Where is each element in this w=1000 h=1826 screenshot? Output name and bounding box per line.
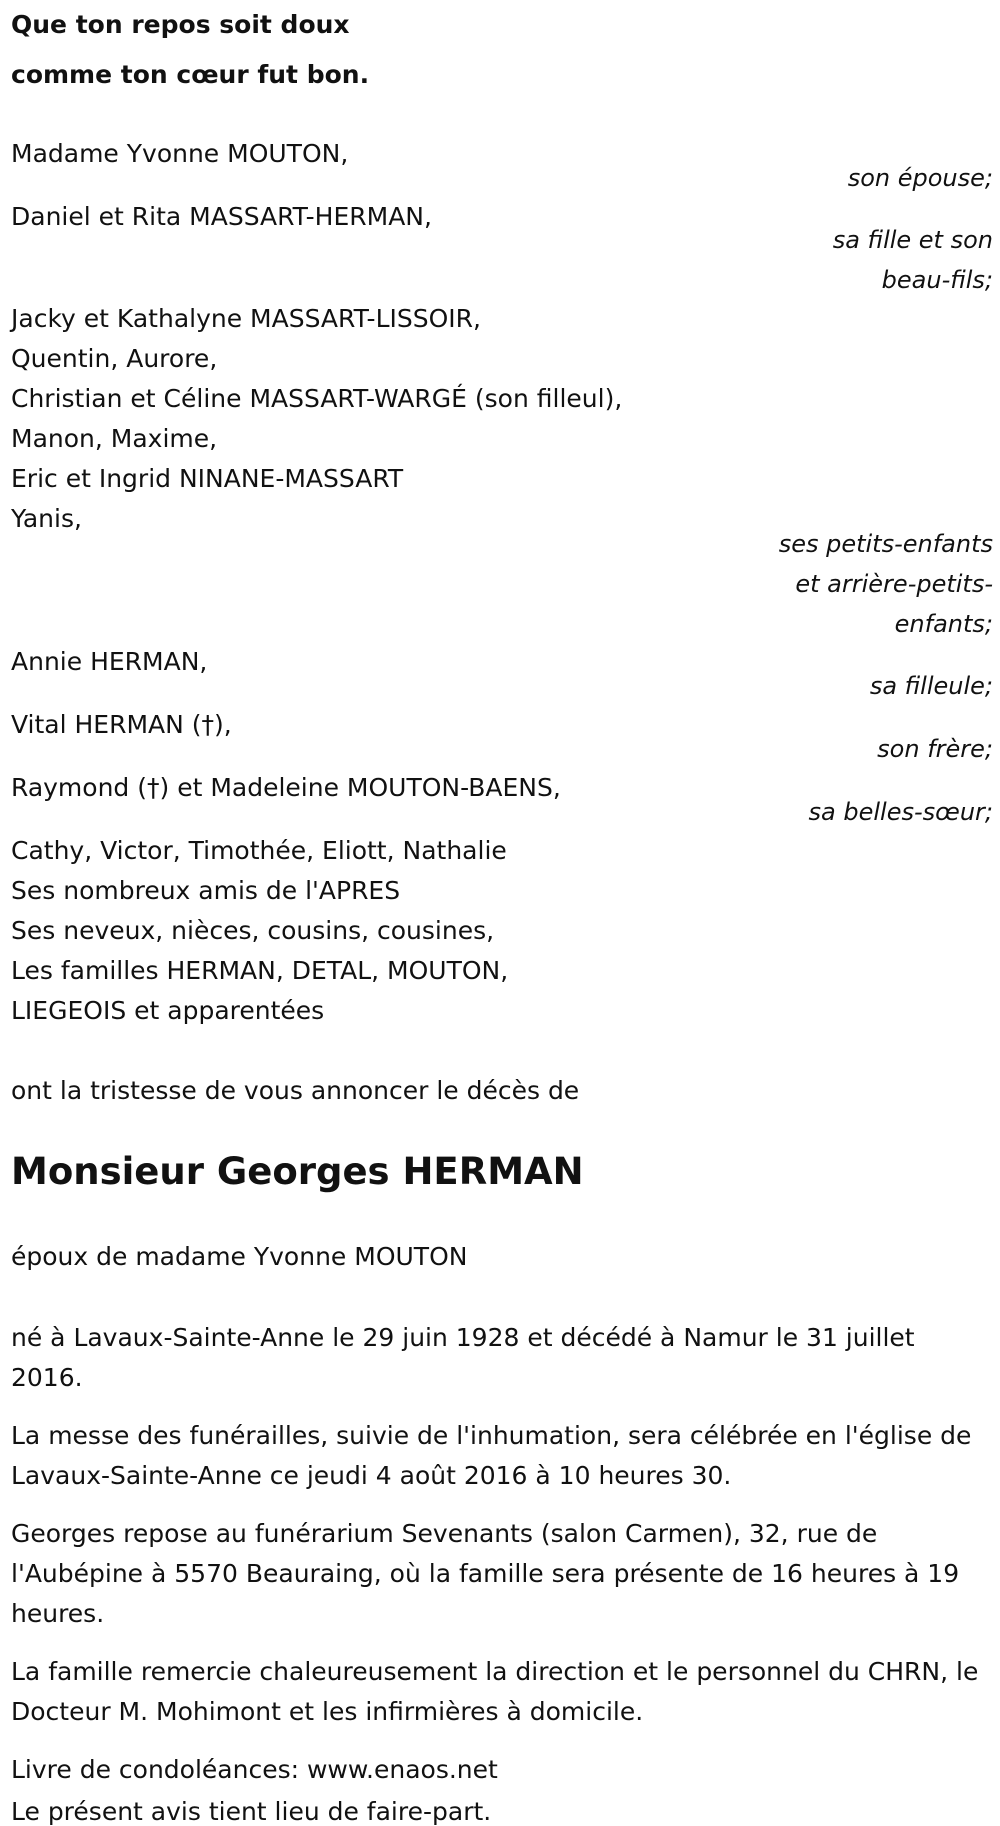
sister-in-law-name: Raymond (†) et Madeleine MOUTON-BAENS, bbox=[11, 773, 561, 802]
grandchildren-line: Manon, Maxime, bbox=[11, 424, 218, 453]
grandchildren-role-line-1: ses petits-enfants bbox=[778, 530, 993, 558]
other-relatives-line: Ses nombreux amis de l'APRES bbox=[11, 876, 401, 905]
goddaughter-name: Annie HERMAN, bbox=[11, 647, 208, 676]
spouse-role: son épouse; bbox=[847, 164, 993, 192]
other-relatives-line: Ses neveux, nièces, cousins, cousines, bbox=[11, 916, 495, 945]
birth-death-paragraph: né à Lavaux-Sainte-Anne le 29 juin 1928 et décédé à Namur le 31 juillet 2016. bbox=[11, 1323, 915, 1392]
grandchildren-line: Eric et Ingrid NINANE-MASSART bbox=[11, 464, 404, 493]
funeral-paragraph: La messe des funérailles, suivie de l'inhumation, sera célébrée en l'église de Lavaux-Sainte-Anne ce jeudi 4 août 2016 à 10 heures 30. bbox=[11, 1421, 972, 1490]
other-relatives-line: Cathy, Victor, Timothée, Eliott, Nathalie bbox=[11, 836, 507, 865]
brother-role: son frère; bbox=[877, 735, 993, 763]
other-relatives-line: LIEGEOIS et apparentées bbox=[11, 996, 325, 1025]
grandchildren-role-line-3: enfants; bbox=[894, 610, 993, 638]
deceased-name: Monsieur Georges HERMAN bbox=[11, 1150, 584, 1193]
sister-in-law-role: sa belles-sœur; bbox=[808, 798, 993, 826]
condolences-line: Livre de condoléances: www.enaos.net bbox=[11, 1755, 498, 1784]
funerarium-paragraph: Georges repose au funérarium Sevenants (salon Carmen), 32, rue de l'Aubépine à 5570 Beauraing, où la famille sera présente de 16 heures à 19 heures. bbox=[11, 1519, 960, 1628]
notice-line: Le présent avis tient lieu de faire-part. bbox=[11, 1797, 492, 1826]
daughter-role-line-2: beau-fils; bbox=[881, 266, 993, 294]
brother-name: Vital HERMAN (†), bbox=[11, 710, 232, 739]
grandchildren-line: Yanis, bbox=[11, 504, 82, 533]
grandchildren-line: Christian et Céline MASSART-WARGÉ (son filleul), bbox=[11, 384, 623, 413]
spouse-name: Madame Yvonne MOUTON, bbox=[11, 139, 349, 168]
grandchildren-role-line-2: et arrière-petits- bbox=[795, 570, 993, 598]
epitaph-line-2: comme ton cœur fut bon. bbox=[11, 60, 370, 89]
grandchildren-line: Jacky et Kathalyne MASSART-LISSOIR, bbox=[11, 304, 481, 333]
epitaph-line-1: Que ton repos soit doux bbox=[11, 10, 350, 39]
thanks-paragraph: La famille remercie chaleureusement la direction et le personnel du CHRN, le Docteur M. Mohimont et les infirmières à domicile. bbox=[11, 1657, 979, 1726]
goddaughter-role: sa filleule; bbox=[869, 672, 993, 700]
announcement-text: ont la tristesse de vous annoncer le décès de bbox=[11, 1076, 580, 1105]
other-relatives-line: Les familles HERMAN, DETAL, MOUTON, bbox=[11, 956, 509, 985]
spouse-of-line: époux de madame Yvonne MOUTON bbox=[11, 1242, 468, 1271]
daughter-role-line-1: sa fille et son bbox=[832, 226, 993, 254]
daughter-name: Daniel et Rita MASSART-HERMAN, bbox=[11, 202, 432, 231]
grandchildren-line: Quentin, Aurore, bbox=[11, 344, 218, 373]
